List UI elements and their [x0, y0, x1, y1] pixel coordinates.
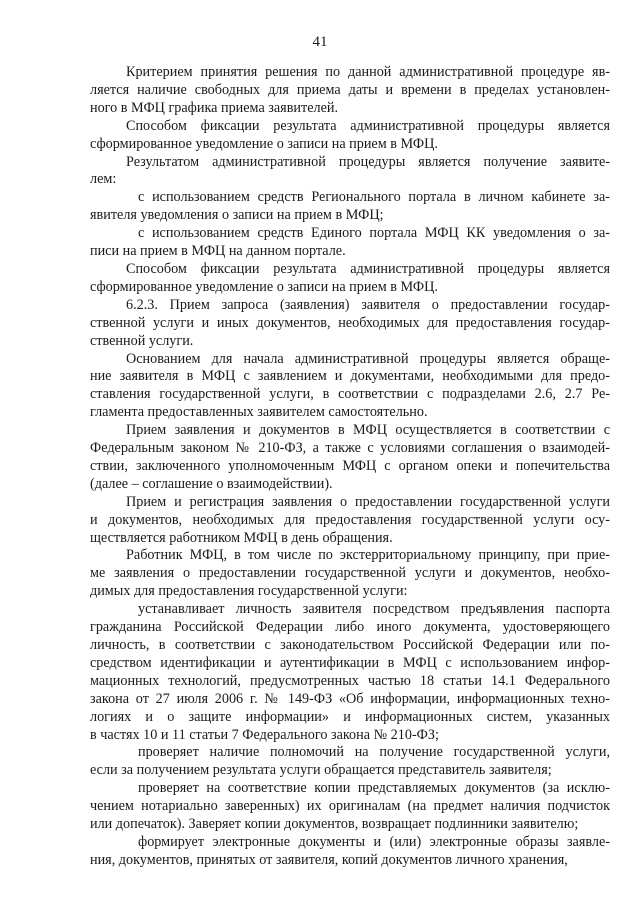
paragraph-line: логиях и о защите информации» и информационных систем, указанных [90, 708, 610, 725]
paragraph-line: чением нотариально заверенных) их оригиналам (на предмет наличия подчисток [90, 798, 610, 815]
paragraph-line: ставления государственной услуги, в соответствии с подразделами 2.6, 2.7 Ре- [90, 386, 610, 403]
paragraph-line: формирует электронные документы и (или) электронные образы заявле- [138, 833, 610, 850]
page-number: 41 [312, 34, 328, 50]
paragraph-line: в частях 10 и 11 статьи 7 Федерального закона № 210-ФЗ; [90, 726, 439, 743]
paragraph-line: 6.2.3. Прием запроса (заявления) заявителя о предоставлении государ- [126, 296, 610, 313]
paragraph-line: Федеральным законом № 210-ФЗ, а также с условиями соглашения о взаимодей- [90, 440, 610, 457]
paragraph-line: ния, документов, принятых от заявителя, копий документов личного хранения, [90, 851, 568, 868]
paragraph-line: закона от 27 июля 2006 г. № 149-ФЗ «Об информации, информационных техно- [90, 690, 610, 707]
paragraph-line: явителя уведомления о записи на прием в МФЦ; [90, 207, 384, 224]
paragraph-line: гражданина Российской Федерации либо иного документа, удостоверяющего [90, 619, 610, 636]
paragraph-line: Способом фиксации результата административной процедуры является [126, 117, 610, 134]
paragraph [90, 225, 610, 261]
paragraph-line: писи на прием в МФЦ на данном портале. [90, 243, 346, 260]
paragraph-line: или допечаток). Заверяет копии документов, возвращает подлинники заявителю; [90, 816, 579, 833]
paragraph-line: ствии, заключенного уполномоченным МФЦ с органом опеки и попечительства [90, 457, 610, 474]
paragraph [90, 780, 610, 834]
paragraph-line: Результатом административной процедуры является получение заявите- [126, 153, 610, 170]
paragraph-line: личность, в соответствии с законодательством Российской Федерации или по- [90, 637, 610, 653]
paragraph-line: с использованием средств Единого портала МФЦ КК уведомления о за- [138, 225, 610, 242]
paragraph-line: устанавливает личность заявителя посредством предъявления паспорта [138, 601, 610, 618]
paragraph-line: (далее – соглашение о взаимодействии). [90, 475, 333, 492]
paragraph [90, 601, 610, 744]
paragraph-line: сформированное уведомление о записи на прием в МФЦ. [90, 278, 438, 295]
paragraph-line: Способом фиксации результата административной процедуры является [126, 260, 610, 277]
paragraph [90, 189, 610, 225]
paragraph [90, 297, 610, 351]
paragraph [90, 834, 610, 870]
paragraph-line: ме заявления о предоставлении государственной услуги и документов, необхо- [90, 565, 610, 582]
paragraph [90, 422, 610, 494]
paragraph-line: ственной услуги. [90, 332, 194, 349]
paragraph-line: Работник МФЦ, в том числе по экстерриториальному принципу, при прие- [126, 547, 610, 564]
paragraph [90, 547, 610, 601]
paragraph-line: проверяет на соответствие копии представляемых документов (за исклю- [138, 780, 610, 797]
paragraph-line: гламента предоставленных заявителем самостоятельно. [90, 404, 428, 421]
paragraph-line: ществляется работником МФЦ в день обращения. [90, 529, 393, 546]
paragraph [90, 64, 610, 118]
paragraph-line: сформированное уведомление о записи на прием в МФЦ. [90, 135, 438, 152]
paragraph-line: ного в МФЦ графика приема заявителей. [90, 99, 339, 116]
paragraph-line: с использованием средств Регионального портала в личном кабинете за- [138, 189, 610, 206]
document-body [90, 64, 610, 870]
paragraph-line: ственной услуги и иных документов, необходимых для предоставления государ- [90, 314, 610, 331]
paragraph-line: димых для предоставления государственной услуги: [90, 583, 408, 600]
paragraph-line: ляется наличие свободных для приема даты и времени в пределах установлен- [90, 81, 610, 98]
paragraph [90, 118, 610, 154]
paragraph-line: лем: [90, 171, 117, 188]
paragraph [90, 261, 610, 297]
paragraph-line: мационных технологий, предусмотренных частью 18 статьи 14.1 Федерального [90, 672, 610, 689]
paragraph-line: и документов, необходимых для предоставления государственной услуги осу- [90, 511, 610, 528]
paragraph-line: средством идентификации и аутентификации в МФЦ с использованием инфор- [90, 654, 610, 671]
paragraph [90, 744, 610, 780]
paragraph-line: Прием заявления и документов в МФЦ осуществляется в соответствии с [126, 422, 610, 439]
paragraph-line: Основанием для начала административной процедуры является обраще- [126, 350, 610, 367]
paragraph [90, 154, 610, 190]
paragraph [90, 351, 610, 423]
paragraph-line: Критерием принятия решения по данной административной процедуре яв- [126, 64, 610, 80]
paragraph-line: проверяет наличие полномочий на получение государственной услуги, [138, 744, 610, 761]
paragraph-line: Прием и регистрация заявления о предоставлении государственной услуги [126, 493, 610, 510]
paragraph-line: если за получением результата услуги обращается представитель заявителя; [90, 762, 552, 779]
paragraph-line: ние заявителя в МФЦ с заявлением и документами, необходимыми для предо- [90, 368, 610, 385]
paragraph [90, 494, 610, 548]
